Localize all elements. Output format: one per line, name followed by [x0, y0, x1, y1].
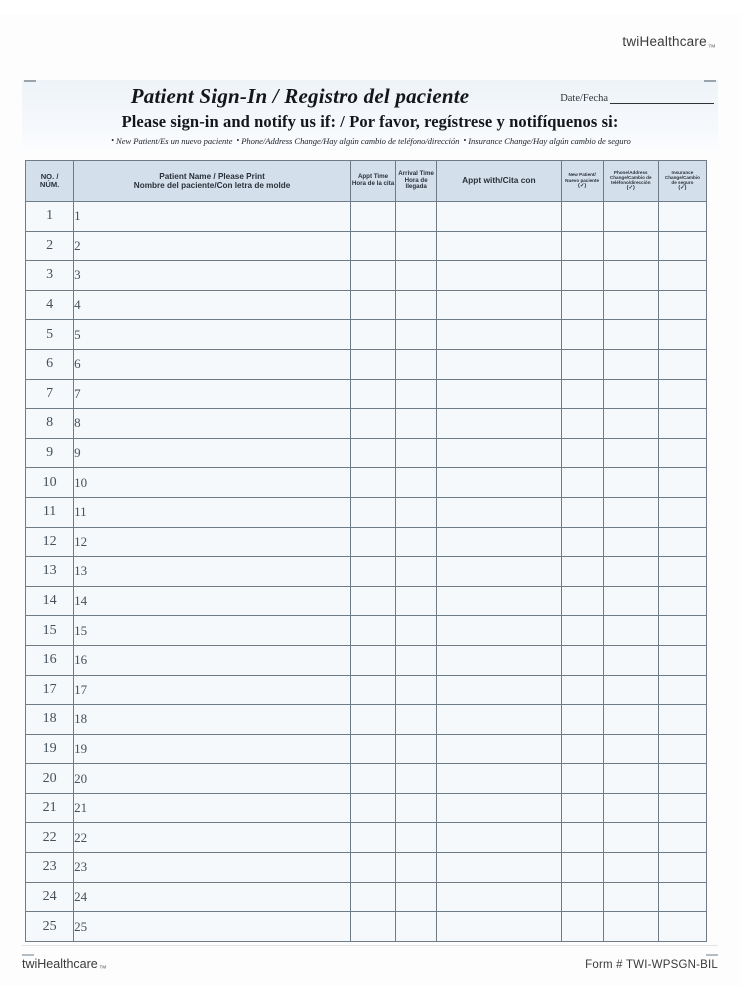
phone-address-change-check-cell[interactable] [603, 675, 658, 705]
table-row [26, 379, 707, 409]
trademark-icon-bottom: ™ [98, 964, 107, 974]
sign-in-sheet [25, 160, 707, 942]
column-header-appt-with [437, 161, 561, 202]
phone-address-change-check-cell[interactable] [603, 823, 658, 853]
insurance-change-check-cell[interactable] [658, 734, 706, 764]
notice-item-insurance: Insurance Change/Hay algún cambio de seguro [468, 136, 631, 146]
arrival-time-cell[interactable] [396, 764, 437, 794]
row-number-cell: 15 [26, 616, 74, 646]
appt-with-cell[interactable] [437, 675, 561, 705]
row-number-cell: 2 [26, 231, 74, 261]
new-patient-check-cell[interactable] [561, 349, 603, 379]
arrival-time-cell[interactable] [396, 705, 437, 735]
appt-with-cell[interactable] [437, 320, 561, 350]
column-header-insurance-change-es: de seguro [671, 180, 694, 186]
table-row [26, 290, 707, 320]
patient-name-cell[interactable]: 4 [74, 290, 351, 320]
appt-with-cell[interactable] [437, 202, 561, 232]
arrival-time-cell[interactable] [396, 409, 437, 439]
insurance-change-check-cell[interactable] [658, 497, 706, 527]
insurance-change-check-cell[interactable] [658, 379, 706, 409]
row-number-cell: 17 [26, 675, 74, 705]
phone-address-change-check-cell[interactable] [603, 409, 658, 439]
sign-in-table [25, 160, 707, 942]
column-header-appt-time-es: Hora de la cita [351, 180, 395, 187]
new-patient-check-cell[interactable] [561, 438, 603, 468]
column-header-appt-time [350, 161, 395, 202]
phone-address-change-check-cell[interactable] [603, 379, 658, 409]
new-patient-check-cell[interactable] [561, 261, 603, 291]
brand-logo-bottom [22, 957, 107, 974]
table-row [26, 202, 707, 232]
phone-address-change-check-cell[interactable] [603, 320, 658, 350]
table-row [26, 645, 707, 675]
table-row [26, 557, 707, 587]
title-row [22, 80, 718, 110]
row-number-cell: 6 [26, 349, 74, 379]
new-patient-check-cell[interactable] [561, 202, 603, 232]
appt-with-cell[interactable] [437, 527, 561, 557]
phone-address-change-check-cell[interactable] [603, 557, 658, 587]
table-row [26, 705, 707, 735]
column-header-new-patient [561, 161, 603, 202]
appt-time-cell[interactable] [350, 261, 395, 291]
appt-with-cell[interactable] [437, 645, 561, 675]
new-patient-check-cell[interactable] [561, 290, 603, 320]
row-number-cell: 24 [26, 882, 74, 912]
appt-time-cell[interactable] [350, 882, 395, 912]
appt-time-cell[interactable] [350, 764, 395, 794]
insurance-change-check-cell[interactable] [658, 349, 706, 379]
appt-time-cell[interactable] [350, 616, 395, 646]
arrival-time-cell[interactable] [396, 586, 437, 616]
patient-name-cell[interactable]: 23 [74, 853, 351, 883]
phone-address-change-check-cell[interactable] [603, 586, 658, 616]
patient-name-cell[interactable]: 21 [74, 793, 351, 823]
table-row [26, 497, 707, 527]
insurance-change-check-cell[interactable] [658, 764, 706, 794]
patient-name-cell[interactable]: 25 [74, 912, 351, 942]
insurance-change-check-cell[interactable] [658, 290, 706, 320]
row-number-cell: 13 [26, 557, 74, 587]
column-header-insurance-change [658, 161, 706, 202]
appt-time-cell[interactable] [350, 320, 395, 350]
notice-item-new-patient: New Patient/Es un nuevo paciente [116, 136, 233, 146]
table-row [26, 823, 707, 853]
patient-name-cell[interactable]: 2 [74, 231, 351, 261]
appt-with-cell[interactable] [437, 882, 561, 912]
bullet-icon-2: • [236, 136, 240, 145]
appt-time-cell[interactable] [350, 823, 395, 853]
new-patient-check-cell[interactable] [561, 409, 603, 439]
appt-with-cell[interactable] [437, 793, 561, 823]
column-header-no-es: NÚM. [39, 180, 60, 189]
table-row [26, 734, 707, 764]
bullet-icon-3: • [463, 136, 467, 145]
appt-time-cell[interactable] [350, 912, 395, 942]
row-number-cell: 19 [26, 734, 74, 764]
arrival-time-cell[interactable] [396, 853, 437, 883]
insurance-change-check-cell[interactable] [658, 912, 706, 942]
patient-name-cell[interactable]: 6 [74, 349, 351, 379]
notice-item-phone-address: Phone/Address Change/Hay algún cambio de teléfono/dirección [241, 136, 460, 146]
new-patient-check-cell[interactable] [561, 705, 603, 735]
appt-with-cell[interactable] [437, 764, 561, 794]
table-row [26, 527, 707, 557]
new-patient-check-cell[interactable] [561, 912, 603, 942]
appt-with-cell[interactable] [437, 261, 561, 291]
appt-with-cell[interactable] [437, 290, 561, 320]
appt-time-cell[interactable] [350, 468, 395, 498]
row-number-cell: 7 [26, 379, 74, 409]
row-number-cell: 16 [26, 645, 74, 675]
phone-address-change-check-cell[interactable] [603, 853, 658, 883]
row-number-cell: 1 [26, 202, 74, 232]
appt-time-cell[interactable] [350, 290, 395, 320]
patient-name-cell[interactable]: 24 [74, 882, 351, 912]
row-number-cell: 14 [26, 586, 74, 616]
column-header-no-en: NO. / [40, 171, 59, 181]
patient-name-cell[interactable]: 1 [74, 202, 351, 232]
arrival-time-cell[interactable] [396, 231, 437, 261]
table-row [26, 409, 707, 439]
row-number-cell: 12 [26, 527, 74, 557]
arrival-time-cell[interactable] [396, 527, 437, 557]
phone-address-change-check-cell[interactable] [603, 793, 658, 823]
table-row [26, 586, 707, 616]
insurance-change-check-cell[interactable] [658, 527, 706, 557]
arrival-time-cell[interactable] [396, 349, 437, 379]
arrival-time-cell[interactable] [396, 497, 437, 527]
patient-name-cell[interactable]: 3 [74, 261, 351, 291]
table-row [26, 764, 707, 794]
appt-with-cell[interactable] [437, 468, 561, 498]
table-row [26, 912, 707, 942]
arrival-time-cell[interactable] [396, 645, 437, 675]
patient-name-cell[interactable]: 17 [74, 675, 351, 705]
arrival-time-cell[interactable] [396, 438, 437, 468]
row-number-cell: 10 [26, 468, 74, 498]
phone-address-change-check-cell[interactable] [603, 290, 658, 320]
appt-with-cell[interactable] [437, 557, 561, 587]
new-patient-check-cell[interactable] [561, 793, 603, 823]
appt-time-cell[interactable] [350, 853, 395, 883]
arrival-time-cell[interactable] [396, 202, 437, 232]
instruction-text: Please sign-in and notify us if: / Por favor, regístrese y notifíquenos si: [121, 112, 619, 131]
patient-name-cell[interactable]: 10 [74, 468, 351, 498]
patient-name-cell[interactable]: 14 [74, 586, 351, 616]
table-row [26, 675, 707, 705]
insurance-change-check-cell[interactable] [658, 823, 706, 853]
table-row [26, 261, 707, 291]
checkmark-icon-insurance-change: (✓) [678, 185, 687, 192]
column-header-phone-address-change [603, 161, 658, 202]
column-header-arrival-time-es: Hora de llegada [404, 176, 428, 191]
phone-address-change-check-cell[interactable] [603, 438, 658, 468]
patient-name-cell[interactable]: 8 [74, 409, 351, 439]
appt-with-cell[interactable] [437, 734, 561, 764]
insurance-change-check-cell[interactable] [658, 409, 706, 439]
appt-time-cell[interactable] [350, 793, 395, 823]
checkmark-icon-phone-address-change: (✓) [626, 185, 635, 192]
trademark-icon-top: ™ [707, 42, 716, 52]
row-number-cell: 3 [26, 261, 74, 291]
arrival-time-cell[interactable] [396, 261, 437, 291]
insurance-change-check-cell[interactable] [658, 882, 706, 912]
column-header-arrival-time [396, 161, 437, 202]
date-field [560, 93, 714, 104]
table-row [26, 616, 707, 646]
appt-with-cell[interactable] [437, 705, 561, 735]
row-number-cell: 11 [26, 497, 74, 527]
appt-time-cell[interactable] [350, 409, 395, 439]
phone-address-change-check-cell[interactable] [603, 882, 658, 912]
appt-time-cell[interactable] [350, 438, 395, 468]
table-row [26, 320, 707, 350]
appt-time-cell[interactable] [350, 527, 395, 557]
arrival-time-cell[interactable] [396, 912, 437, 942]
phone-address-change-check-cell[interactable] [603, 734, 658, 764]
column-header-arrival-time-en: Arrival Time [398, 169, 434, 177]
column-header-phone-address-change-es: teléfono/dirección [610, 180, 651, 186]
arrival-time-cell[interactable] [396, 675, 437, 705]
arrival-time-cell[interactable] [396, 379, 437, 409]
bullet-icon-1: • [111, 136, 115, 145]
appt-time-cell[interactable] [350, 231, 395, 261]
patient-name-cell[interactable]: 9 [74, 438, 351, 468]
appt-time-cell[interactable] [350, 734, 395, 764]
insurance-change-check-cell[interactable] [658, 557, 706, 587]
insurance-change-check-cell[interactable] [658, 793, 706, 823]
column-header-no [26, 161, 74, 202]
insurance-change-check-cell[interactable] [658, 645, 706, 675]
table-header-row [26, 161, 707, 202]
patient-name-cell[interactable]: 15 [74, 616, 351, 646]
insurance-change-check-cell[interactable] [658, 231, 706, 261]
appt-time-cell[interactable] [350, 645, 395, 675]
phone-address-change-check-cell[interactable] [603, 616, 658, 646]
new-patient-check-cell[interactable] [561, 320, 603, 350]
row-number-cell: 21 [26, 793, 74, 823]
column-header-phone-address-change-en: Phone/Address Change/Cambio de [609, 169, 652, 180]
title-block [22, 80, 718, 150]
appt-time-cell[interactable] [350, 586, 395, 616]
insurance-change-check-cell[interactable] [658, 438, 706, 468]
appt-with-cell[interactable] [437, 823, 561, 853]
appt-time-cell[interactable] [350, 557, 395, 587]
column-header-patient-name-en: Patient Name / Please Print [159, 171, 265, 181]
row-number-cell: 23 [26, 853, 74, 883]
row-number-cell: 18 [26, 705, 74, 735]
arrival-time-cell[interactable] [396, 320, 437, 350]
table-row [26, 349, 707, 379]
scan-edge-bottom [0, 986, 740, 1000]
phone-address-change-check-cell[interactable] [603, 645, 658, 675]
table-row [26, 882, 707, 912]
phone-address-change-check-cell[interactable] [603, 705, 658, 735]
insurance-change-check-cell[interactable] [658, 586, 706, 616]
row-number-cell: 22 [26, 823, 74, 853]
checkmark-icon-new-patient: (✓) [578, 182, 587, 189]
table-body [26, 202, 707, 942]
brand-logo-top [622, 34, 716, 52]
insurance-change-check-cell[interactable] [658, 320, 706, 350]
arrival-time-cell[interactable] [396, 468, 437, 498]
patient-name-cell[interactable]: 18 [74, 705, 351, 735]
new-patient-check-cell[interactable] [561, 823, 603, 853]
insurance-change-check-cell[interactable] [658, 616, 706, 646]
arrival-time-cell[interactable] [396, 616, 437, 646]
arrival-time-cell[interactable] [396, 734, 437, 764]
phone-address-change-check-cell[interactable] [603, 764, 658, 794]
phone-address-change-check-cell[interactable] [603, 497, 658, 527]
appt-with-cell[interactable] [437, 231, 561, 261]
patient-name-cell[interactable]: 11 [74, 497, 351, 527]
arrival-time-cell[interactable] [396, 290, 437, 320]
scan-edge-top [0, 0, 740, 14]
patient-name-cell[interactable]: 7 [74, 379, 351, 409]
appt-with-cell[interactable] [437, 912, 561, 942]
new-patient-check-cell[interactable] [561, 764, 603, 794]
appt-time-cell[interactable] [350, 202, 395, 232]
page-footer [22, 945, 718, 978]
form-number: Form # TWI-WPSGN-BIL [585, 959, 718, 971]
new-patient-check-cell[interactable] [561, 231, 603, 261]
row-number-cell: 8 [26, 409, 74, 439]
column-header-insurance-change-en: Insurance Change/Cambio [664, 169, 700, 180]
new-patient-check-cell[interactable] [561, 468, 603, 498]
appt-with-cell[interactable] [437, 438, 561, 468]
appt-with-cell[interactable] [437, 409, 561, 439]
column-header-appt-with-en: Appt with/Cita con [462, 175, 536, 186]
date-label: Date/Fecha [560, 93, 608, 104]
appt-time-cell[interactable] [350, 379, 395, 409]
phone-address-change-check-cell[interactable] [603, 349, 658, 379]
row-number-cell: 5 [26, 320, 74, 350]
patient-name-cell[interactable]: 22 [74, 823, 351, 853]
insurance-change-check-cell[interactable] [658, 705, 706, 735]
new-patient-check-cell[interactable] [561, 616, 603, 646]
row-number-cell: 4 [26, 290, 74, 320]
patient-name-cell[interactable]: 16 [74, 645, 351, 675]
appt-with-cell[interactable] [437, 586, 561, 616]
date-input-line[interactable] [610, 93, 714, 104]
phone-address-change-check-cell[interactable] [603, 468, 658, 498]
arrival-time-cell[interactable] [396, 793, 437, 823]
appt-with-cell[interactable] [437, 349, 561, 379]
notice-line [22, 136, 718, 146]
new-patient-check-cell[interactable] [561, 557, 603, 587]
phone-address-change-check-cell[interactable] [603, 261, 658, 291]
patient-name-cell[interactable]: 5 [74, 320, 351, 350]
insurance-change-check-cell[interactable] [658, 202, 706, 232]
appt-with-cell[interactable] [437, 616, 561, 646]
appt-with-cell[interactable] [437, 853, 561, 883]
column-header-new-patient-en: New Patient/ [568, 172, 596, 178]
row-number-cell: 9 [26, 438, 74, 468]
appt-time-cell[interactable] [350, 705, 395, 735]
row-number-cell: 25 [26, 912, 74, 942]
patient-name-cell[interactable]: 19 [74, 734, 351, 764]
column-header-new-patient-es: Nuevo paciente [565, 177, 600, 183]
appt-with-cell[interactable] [437, 497, 561, 527]
new-patient-check-cell[interactable] [561, 497, 603, 527]
patient-name-cell[interactable]: 12 [74, 527, 351, 557]
table-row [26, 468, 707, 498]
patient-name-cell[interactable]: 20 [74, 764, 351, 794]
new-patient-check-cell[interactable] [561, 586, 603, 616]
table-row [26, 438, 707, 468]
new-patient-check-cell[interactable] [561, 645, 603, 675]
row-number-cell: 20 [26, 764, 74, 794]
arrival-time-cell[interactable] [396, 882, 437, 912]
phone-address-change-check-cell[interactable] [603, 202, 658, 232]
new-patient-check-cell[interactable] [561, 675, 603, 705]
arrival-time-cell[interactable] [396, 557, 437, 587]
appt-time-cell[interactable] [350, 349, 395, 379]
patient-name-cell[interactable]: 13 [74, 557, 351, 587]
phone-address-change-check-cell[interactable] [603, 527, 658, 557]
insurance-change-check-cell[interactable] [658, 675, 706, 705]
table-row [26, 231, 707, 261]
column-header-appt-time-en: Appt Time [357, 173, 389, 181]
insurance-change-check-cell[interactable] [658, 853, 706, 883]
insurance-change-check-cell[interactable] [658, 468, 706, 498]
brand-name-top: twiHealthcare [622, 34, 707, 49]
column-header-patient-name-es: Nombre del paciente/Con letra de molde [133, 181, 291, 190]
table-header [26, 161, 707, 202]
phone-address-change-check-cell[interactable] [603, 231, 658, 261]
insurance-change-check-cell[interactable] [658, 261, 706, 291]
new-patient-check-cell[interactable] [561, 379, 603, 409]
appt-with-cell[interactable] [437, 379, 561, 409]
arrival-time-cell[interactable] [396, 823, 437, 853]
phone-address-change-check-cell[interactable] [603, 912, 658, 942]
page-title: Patient Sign-In / Registro del paciente [130, 84, 470, 108]
new-patient-check-cell[interactable] [561, 527, 603, 557]
table-row [26, 793, 707, 823]
brand-name-bottom: twiHealthcare [22, 956, 98, 971]
column-header-patient-name [74, 161, 351, 202]
new-patient-check-cell[interactable] [561, 853, 603, 883]
appt-time-cell[interactable] [350, 675, 395, 705]
new-patient-check-cell[interactable] [561, 882, 603, 912]
table-row [26, 853, 707, 883]
new-patient-check-cell[interactable] [561, 734, 603, 764]
appt-time-cell[interactable] [350, 497, 395, 527]
